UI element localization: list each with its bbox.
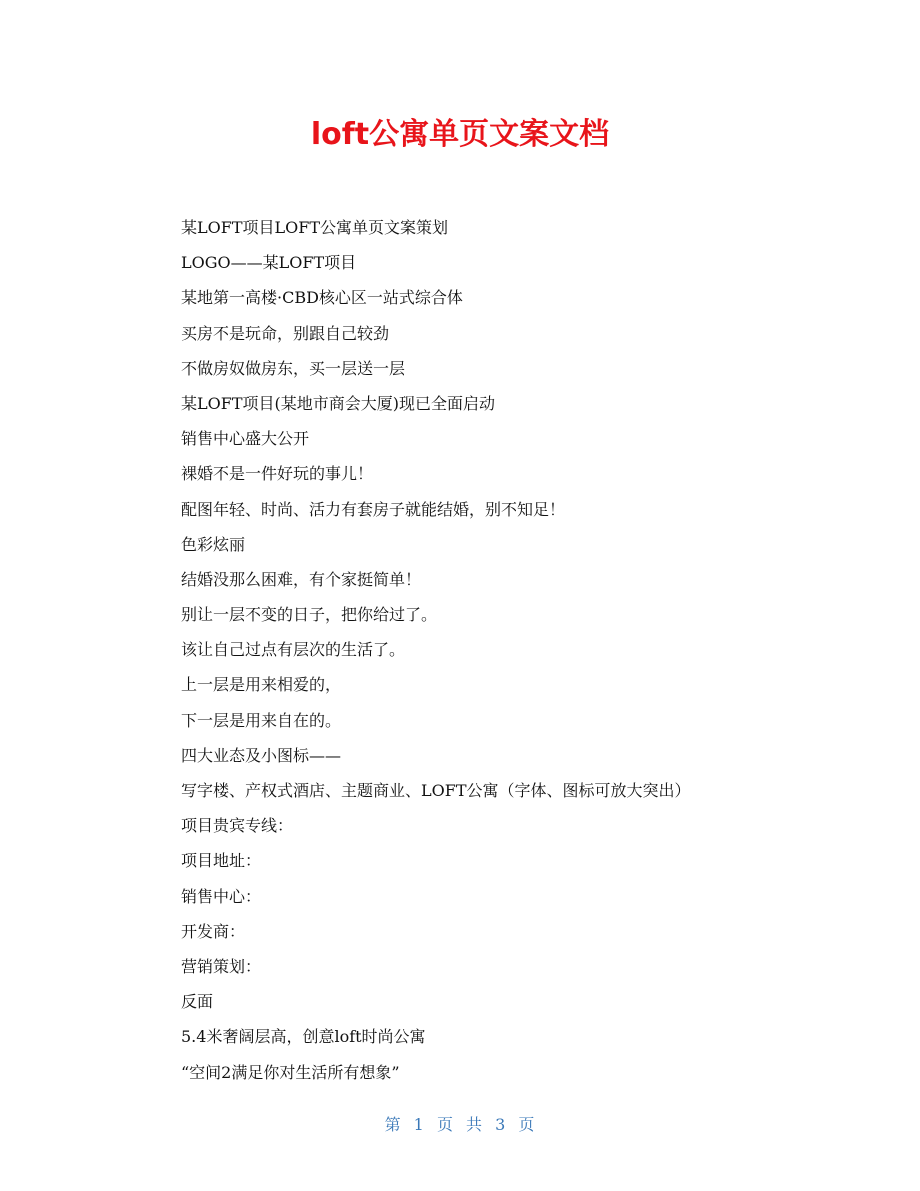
body-line: 项目地址： xyxy=(181,851,262,871)
body-line: 反面 xyxy=(181,992,214,1012)
body-line: 某LOFT项目(某地市商会大厦)现已全面启动 xyxy=(181,393,496,413)
page-footer: 第 1 页 共 3 页 xyxy=(384,1115,536,1134)
body-line: 裸婚不是一件好玩的事儿！ xyxy=(181,464,374,484)
body-line: 写字楼、产权式酒店、主题商业、LOFT公寓（字体、图标可放大突出） xyxy=(181,781,691,800)
body-line: “空间2满足你对生活所有想象” xyxy=(181,1062,400,1082)
body-line: 销售中心盛大公开 xyxy=(181,429,310,449)
body-line: 某LOFT项目LOFT公寓单页文案策划 xyxy=(181,218,449,237)
body-line: 不做房奴做房东，买一层送一层 xyxy=(181,358,406,378)
body-line: 5.4米奢阔层高，创意loft时尚公寓 xyxy=(181,1027,426,1047)
body-line: 别让一层不变的日子，把你给过了。 xyxy=(181,605,438,625)
body-line: 开发商： xyxy=(181,921,246,941)
body-line: 销售中心： xyxy=(181,886,262,906)
body-line: 结婚没那么困难，有个家挺简单！ xyxy=(181,569,422,589)
body-line: LOGO——某LOFT项目 xyxy=(181,253,357,273)
body-line: 上一层是用来相爱的， xyxy=(181,675,342,695)
body-line: 营销策划： xyxy=(181,956,262,976)
body-line: 下一层是用来自在的。 xyxy=(181,710,342,730)
body-line: 配图年轻、时尚、活力有套房子就能结婚，别不知足！ xyxy=(181,499,566,519)
body-line: 某地第一高楼·CBD核心区一站式综合体 xyxy=(181,288,463,308)
body-line: 买房不是玩命，别跟自己较劲 xyxy=(181,323,390,343)
document-body xyxy=(181,213,801,1093)
body-line: 项目贵宾专线： xyxy=(181,816,294,836)
body-line: 该让自己过点有层次的生活了。 xyxy=(181,640,406,660)
body-line: 四大业态及小图标—— xyxy=(181,745,342,765)
body-line: 色彩炫丽 xyxy=(181,534,246,554)
document-title: loft公寓单页文案文档 xyxy=(310,117,610,152)
